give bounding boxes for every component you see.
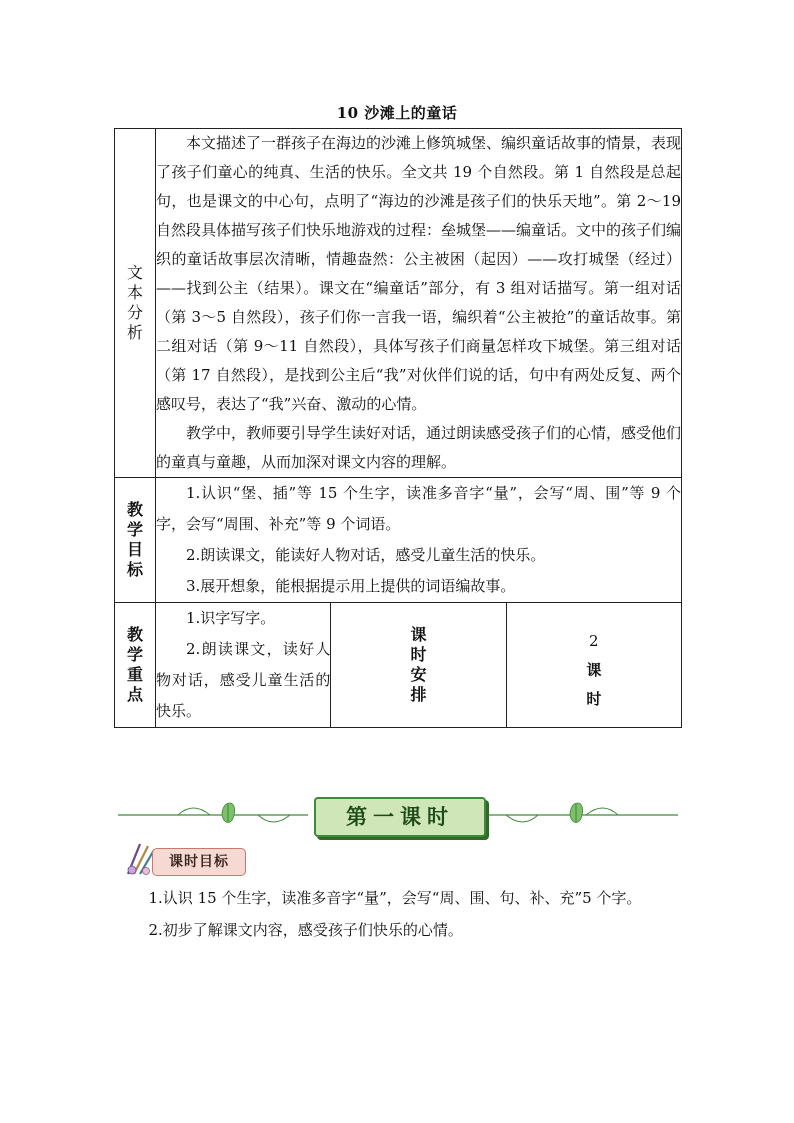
analysis-row [115, 129, 682, 478]
goal-item: 3.展开想象，能根据提示用上提供的词语编故事。 [186, 577, 516, 595]
schedule-label-cell [331, 603, 506, 728]
goals-row [115, 478, 682, 603]
lesson-banner [118, 795, 678, 835]
key-points-row [115, 603, 682, 728]
key-points-label-cell [115, 603, 156, 728]
analysis-label: 文本分析 [126, 263, 143, 342]
analysis-content [156, 129, 682, 478]
key-points-label: 教学重点 [126, 625, 143, 704]
goal-item: 2.朗读课文，能读好人物对话，感受儿童生活的快乐。 [186, 546, 546, 564]
goals-content [156, 478, 682, 603]
schedule-label: 课时安排 [410, 625, 427, 704]
key-points-content [156, 603, 331, 728]
page-title: 10 沙滩上的童话 [336, 104, 458, 122]
schedule-number: 2 [589, 631, 599, 650]
lesson-plan-table [114, 128, 682, 728]
analysis-label-cell [115, 129, 156, 478]
key-point-item: 1.识字写字。 [186, 609, 276, 627]
schedule-value [585, 617, 603, 714]
lesson-banner-title: 第一课时 [314, 797, 486, 837]
left-vine-icon [118, 808, 308, 822]
right-leaf-icon [570, 803, 583, 823]
key-point-item: 2.朗读课文，读好人物对话，感受儿童生活的快乐。 [156, 640, 331, 720]
goals-label-cell [115, 478, 156, 603]
lesson-goals-tag-label: 课时目标 [152, 848, 246, 876]
goal-item: 1.认识“堡、插”等 15 个生字，读准多音字“量”，会写“周、围”等 9 个字，会写“周围、补充”等 9 个词语。 [156, 484, 681, 533]
lesson-goal-item: 2.初步了解课文内容，感受孩子们快乐的心情。 [148, 921, 463, 939]
schedule-unit: 课时 [586, 660, 602, 708]
schedule-value-cell [506, 603, 681, 728]
lesson-goal-item: 1.认识 15 个生字，读准多音字“量”，会写“周、围、句、补、充”5 个字。 [148, 889, 642, 907]
analysis-paragraph: 教学中，教师要引导学生读好对话，通过朗读感受孩子们的心情，感受他们的童真与童趣，从而加深对课文内容的理解。 [156, 424, 682, 471]
lesson-goals-tag [120, 840, 260, 878]
goals-label: 教学目标 [126, 500, 143, 579]
left-leaf-icon [222, 803, 235, 823]
lesson-goals-list [114, 882, 680, 946]
analysis-paragraph: 本文描述了一群孩子在海边的沙滩上修筑城堡、编织童话故事的情景，表现了孩子们童心的纯真、生活的快乐。全文共 19 个自然段。第 1 自然段是总起句，也是课文的中心句，点明了“海边的沙滩是孩子们的快乐天地”。第 2～19 自然段具体描写孩子们快乐地游戏的过程：垒城堡——编童话。文中的孩子们编织的童话故事层次清晰，情趣盎然：公主被困（起因）——攻打城堡（经过）——找到公主（结果）。课文在“编童话”部分，有 3 组对话描写。第一组对话（第 3～5 自然段），孩子们你一言我一语，编织着“公主被抢”的童话故事。第二组对话（第 9～11 自然段），具体写孩子们商量怎样攻下城堡。第三组对话（第 17 自然段），是找到公主后“我”对伙伴们说的话，句中有两处反复、两个感叹号，表达了“我”兴奋、激动的心情。 [156, 134, 682, 413]
